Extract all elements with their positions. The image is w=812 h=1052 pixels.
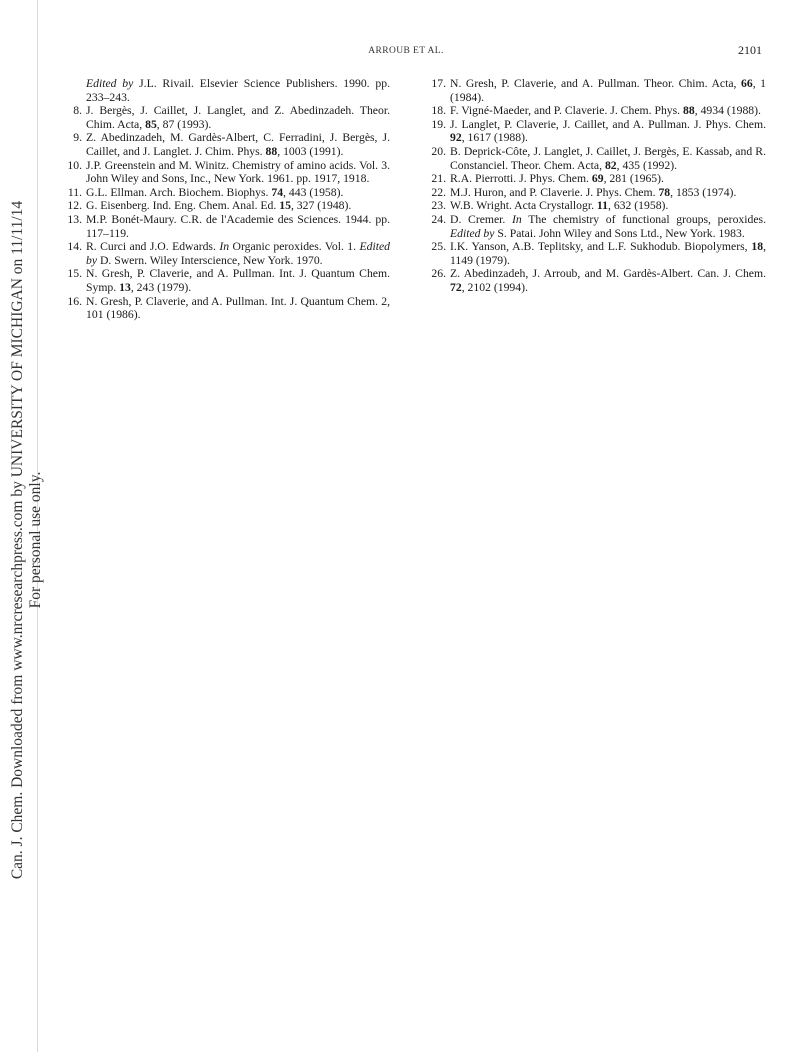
reference-volume: 15 <box>279 199 291 213</box>
reference-volume: 13 <box>119 280 131 294</box>
left-reference-list <box>66 104 390 322</box>
reference-item <box>430 104 766 118</box>
reference-number: 20. <box>431 144 446 158</box>
reference-text-part: W.B. Wright. Acta Crystallogr. <box>450 199 597 213</box>
reference-text-part: G. Eisenberg. Ind. Eng. Chem. Anal. Ed. <box>86 199 280 213</box>
reference-text <box>450 77 766 104</box>
running-head: ARROUB ET AL. <box>368 46 444 56</box>
reference-text-part: D. Swern. Wiley Interscience, New York. 1970. <box>97 253 323 267</box>
reference-volume: 18 <box>751 240 764 254</box>
reference-number: 9. <box>73 131 82 145</box>
reference-text-part: Z. Abedinzadeh, M. Gardès-Albert, C. Ferradini, J. Bergès, J. Caillet, and J. Langlet. J. Chim. Phys. <box>86 131 390 158</box>
reference-volume: 11 <box>596 199 608 213</box>
reference-text-part: J. Bergès, J. Caillet, J. Langlet, and Z. Abedinzadeh. Theor. Chim. Acta, <box>86 104 390 131</box>
reference-text <box>86 159 390 186</box>
reference-number: 17. <box>431 77 446 90</box>
reference-text <box>450 213 766 240</box>
reference-number: 8. <box>73 104 82 118</box>
reference-item <box>430 267 766 294</box>
reference-item <box>66 104 390 131</box>
reference-text-part: , 435 (1992). <box>616 158 678 172</box>
right-column <box>430 77 766 295</box>
reference-text-part: , 632 (1958). <box>607 199 669 213</box>
reference-text-part: N. Gresh, P. Claverie, and A. Pullman. Int. J. Quantum Chem. Symp. <box>86 267 390 294</box>
reference-item <box>66 295 390 322</box>
download-stamp <box>9 201 45 879</box>
reference-text-part: N. Gresh, P. Claverie, and A. Pullman. Int. J. Quantum Chem. 2, 101 (1986). <box>86 294 390 322</box>
reference-number: 13. <box>67 212 82 226</box>
reference-item <box>430 199 766 213</box>
reference-italic: Edited by <box>450 226 495 240</box>
left-column <box>66 77 390 322</box>
reference-number: 23. <box>431 199 446 213</box>
reference-text-part: Organic peroxides. Vol. 1. <box>229 240 360 254</box>
reference-text <box>450 104 761 117</box>
reference-text-part: S. Patai. John Wiley and Sons Ltd., New York. 1983. <box>494 226 745 240</box>
reference-text-part: F. Vigné-Maeder, and P. Claverie. J. Chem. Phys. <box>450 104 684 118</box>
reference-text <box>86 186 343 199</box>
reference-text-part: N. Gresh, P. Claverie, and A. Pullman. Theor. Chim. Acta, <box>450 77 741 90</box>
reference-item <box>66 199 390 213</box>
reference-text-part: , 1853 (1974). <box>670 185 737 199</box>
reference-number: 22. <box>431 185 446 199</box>
reference-item <box>430 118 766 145</box>
reference-text-part: , 1149 (1979). <box>450 240 766 267</box>
reference-number: 10. <box>67 158 82 172</box>
reference-number: 15. <box>67 267 82 281</box>
reference-number: 19. <box>431 117 446 131</box>
download-stamp-line1: Can. J. Chem. Downloaded from www.nrcresearchpress.com by UNIVERSITY OF MICHIGAN on 11/11/14 <box>9 200 26 880</box>
reference-text-part: The chemistry of functional groups, peroxides. <box>521 212 767 226</box>
reference-text-part: R.A. Pierrotti. J. Phys. Chem. <box>450 172 592 186</box>
reference-volume: 66 <box>741 77 753 90</box>
reference-text-part: , 87 (1993). <box>156 117 212 131</box>
reference-text-part: , 327 (1948). <box>290 199 352 213</box>
reference-text-part: , 281 (1965). <box>603 172 664 186</box>
reference-number: 12. <box>67 199 82 213</box>
reference-text <box>86 213 390 240</box>
reference-item <box>430 77 766 104</box>
right-reference-list <box>430 77 766 295</box>
reference-volume: 69 <box>591 172 604 186</box>
reference-volume: 92 <box>450 131 462 145</box>
reference-item <box>66 186 390 200</box>
reference-text <box>86 199 351 212</box>
editor-label: Edited by <box>86 77 134 90</box>
reference-number: 21. <box>431 172 446 186</box>
reference-text-part: B. Deprick-Côte, J. Langlet, J. Caillet, J. Bergès, E. Kassab, and R. Constanciel. Theor. Chem. Acta, <box>450 144 766 172</box>
reference-continuation <box>66 77 390 104</box>
reference-text-part: G.L. Ellman. Arch. Biochem. Biophys. <box>86 185 272 199</box>
reference-text-part: I.K. Yanson, A.B. Teplitsky, and L.F. Sukhodub. Biopolymers, <box>450 240 752 254</box>
reference-text-part: M.J. Huron, and P. Claverie. J. Phys. Chem. <box>450 185 659 199</box>
reference-text-part: , 1 (1984). <box>450 77 767 104</box>
reference-item <box>430 240 766 267</box>
reference-number: 24. <box>431 212 446 226</box>
reference-text <box>450 186 736 199</box>
reference-volume: 82 <box>604 158 617 172</box>
reference-text <box>450 199 668 212</box>
reference-text-part: , 243 (1979). <box>130 280 192 294</box>
reference-item <box>66 240 390 267</box>
reference-text <box>450 267 766 294</box>
reference-text-part: M.P. Bonét-Maury. C.R. de l'Academie des Sciences. 1944. pp. 117–119. <box>86 212 390 240</box>
reference-item <box>66 267 390 294</box>
reference-text <box>86 267 390 294</box>
reference-volume: 88 <box>265 144 278 158</box>
reference-item <box>430 145 766 172</box>
reference-number: 25. <box>431 240 446 254</box>
reference-italic: Edited by <box>86 240 390 267</box>
reference-italic: In <box>512 212 522 226</box>
reference-text <box>450 118 766 145</box>
reference-volume: 85 <box>145 117 157 131</box>
reference-text-part: Z. Abedinzadeh, J. Arroub, and M. Gardès-Albert. Can. J. Chem. <box>450 267 766 281</box>
reference-text <box>86 295 390 322</box>
continuation-text: J.L. Rivail. Elsevier Science Publishers. 1990. pp. 233–243. <box>86 77 390 104</box>
reference-text <box>86 240 390 267</box>
reference-text-part: D. Cremer. <box>450 212 513 226</box>
reference-number: 16. <box>67 294 82 308</box>
reference-number: 26. <box>431 267 446 281</box>
reference-text <box>86 131 390 158</box>
reference-volume: 78 <box>658 185 671 199</box>
reference-item <box>430 172 766 186</box>
reference-item <box>430 213 766 240</box>
reference-italic: In <box>219 240 230 254</box>
reference-text <box>86 104 390 131</box>
reference-item <box>66 131 390 158</box>
reference-text-part: J.P. Greenstein and M. Winitz. Chemistry of amino acids. Vol. 3. John Wiley and Sons, Inc., New York. 1961. pp. 1917, 1918. <box>86 158 390 186</box>
reference-item <box>430 186 766 200</box>
reference-text <box>450 145 766 172</box>
reference-item <box>66 159 390 186</box>
reference-text-part: R. Curci and J.O. Edwards. <box>86 240 220 254</box>
page-number: 2101 <box>738 43 762 57</box>
reference-number: 11. <box>67 185 82 199</box>
reference-text-part: , 1617 (1988). <box>461 131 528 145</box>
reference-volume: 88 <box>683 104 695 118</box>
reference-text-part: J. Langlet, P. Claverie, J. Caillet, and A. Pullman. J. Phys. Chem. <box>450 117 766 131</box>
reference-number: 18. <box>431 104 446 118</box>
reference-item <box>66 213 390 240</box>
reference-number: 14. <box>67 240 82 254</box>
reference-volume: 74 <box>271 185 284 199</box>
reference-text <box>450 172 664 185</box>
reference-text-part: , 2102 (1994). <box>461 280 528 294</box>
reference-text-part: , 1003 (1991). <box>277 144 344 158</box>
reference-text <box>450 240 766 267</box>
download-stamp-line2: For personal use only. <box>27 471 44 609</box>
reference-volume: 72 <box>450 280 462 294</box>
reference-text-part: , 4934 (1988). <box>694 104 761 118</box>
reference-text-part: , 443 (1958). <box>283 185 344 199</box>
